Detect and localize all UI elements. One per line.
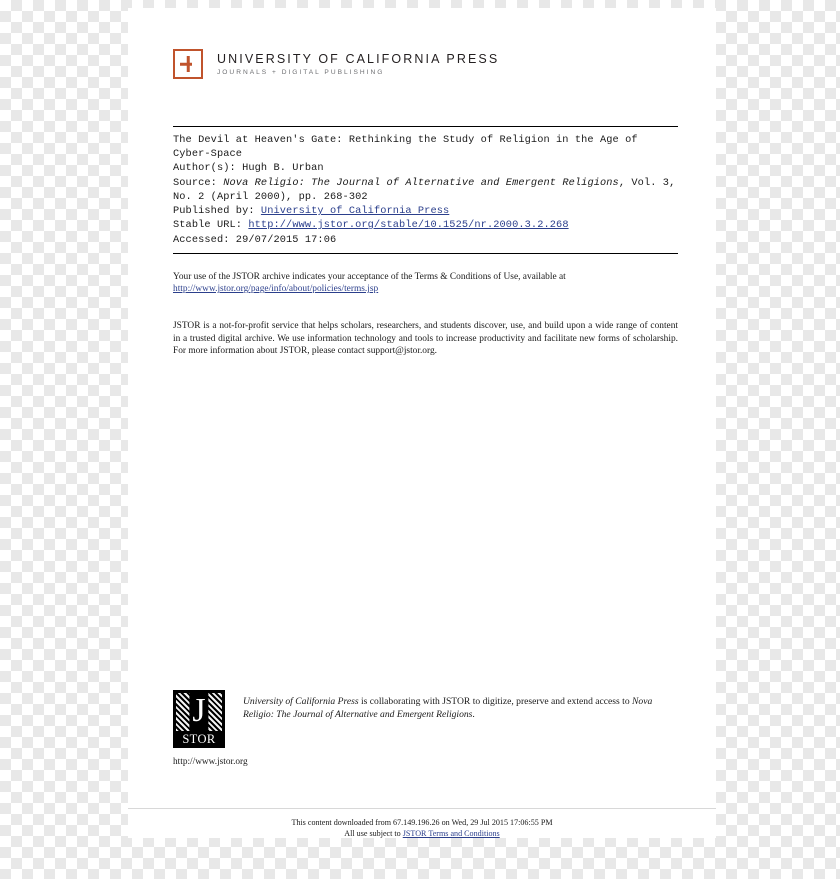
publisher-header <box>173 42 678 86</box>
citation-authors-line <box>173 161 678 175</box>
authors-label: Author(s): <box>173 162 236 175</box>
collaboration-block <box>173 690 678 767</box>
footer-terms-link[interactable]: JSTOR Terms and Conditions <box>402 829 500 838</box>
terms-link[interactable]: http://www.jstor.org/page/info/about/policies/terms.jsp <box>173 284 379 295</box>
ucp-monogram-icon <box>173 49 203 79</box>
document-page <box>128 8 716 838</box>
jstor-logo-word: STOR <box>182 732 216 746</box>
authors-value: Hugh B. Urban <box>242 162 324 175</box>
accessed-label: Accessed: <box>173 234 230 247</box>
divider-mid <box>173 253 678 254</box>
stable-url-label: Stable URL: <box>173 219 243 232</box>
source-rest: , Vol. 3, No. 2 (April 2000), pp. 268-302 <box>173 176 676 203</box>
document-content <box>173 42 678 358</box>
terms-paragraph <box>173 271 678 296</box>
publisher-name: UNIVERSITY OF CALIFORNIA PRESS <box>217 51 500 66</box>
citation-accessed-line <box>173 233 678 247</box>
source-label: Source: <box>173 176 217 189</box>
citation-stable-url-line <box>173 218 678 232</box>
publisher-text <box>217 52 499 77</box>
jstor-about-paragraph: JSTOR is a not-for-profit service that helps scholars, researchers, and students discover, use, and build upon a wide range of content in a trusted digital archive. We use information technology and tools to increase productivity and facilitate new forms of scholarship. For more information about JSTOR, please contact support@jstor.org. <box>173 320 678 357</box>
collab-middle: is collaborating with JSTOR to digitize, preserve and extend access to <box>358 696 633 707</box>
page-footer <box>128 808 716 839</box>
citation-block <box>173 133 678 248</box>
footer-terms-prefix: All use subject to <box>344 829 403 838</box>
citation-title: The Devil at Heaven's Gate: Rethinking the Study of Religion in the Age of Cyber-Space <box>173 134 638 161</box>
jstor-logo-icon <box>173 690 225 748</box>
publisher-tagline: JOURNALS + DIGITAL PUBLISHING <box>217 68 385 76</box>
collab-end: . <box>472 709 475 720</box>
footer-download-line: This content downloaded from 67.149.196.26 on Wed, 29 Jul 2015 17:06:55 PM <box>291 818 553 827</box>
stable-url-link[interactable]: http://www.jstor.org/stable/10.1525/nr.2000.3.2.268 <box>248 219 569 232</box>
source-journal: Nova Religio: The Journal of Alternative and Emergent Religions <box>223 176 619 189</box>
citation-source-line <box>173 176 678 204</box>
collab-journal: Nova Religio: The Journal of Alternative and Emergent Religions <box>243 696 653 720</box>
divider-top <box>173 126 678 127</box>
footer-terms-line <box>128 828 716 839</box>
jstor-logo-letter: J <box>189 691 208 731</box>
collab-publisher: University of California Press <box>243 696 359 707</box>
collaboration-text <box>243 690 678 721</box>
jstor-url: http://www.jstor.org <box>173 757 248 767</box>
citation-publisher-line <box>173 204 678 218</box>
published-by-link[interactable]: University of California Press <box>260 205 450 218</box>
published-by-label: Published by: <box>173 205 255 218</box>
collaboration-row <box>173 690 678 748</box>
accessed-value: 29/07/2015 17:06 <box>235 234 337 247</box>
terms-line: Your use of the JSTOR archive indicates your acceptance of the Terms & Conditions of Use, available at <box>173 271 566 282</box>
